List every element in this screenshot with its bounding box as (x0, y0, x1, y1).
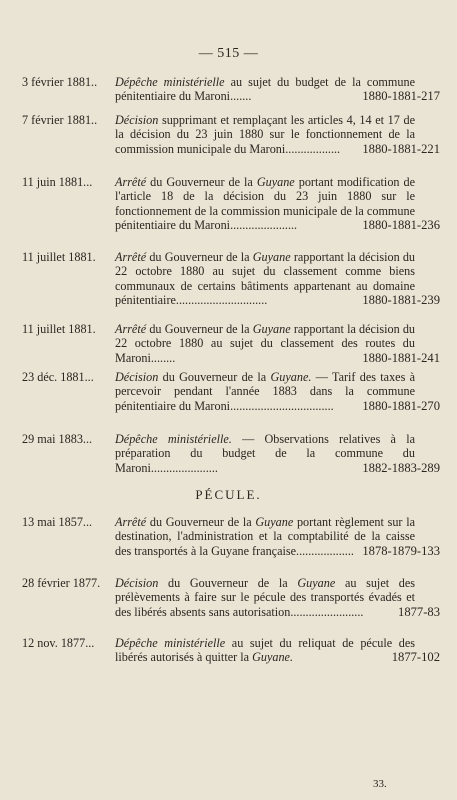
entry-description: supprimant et remplaçant les articles 4, 14 et 17 de la décision du 23 juin 1880 sur le fonctionnement de la commission municipale du Maroni.................. (115, 113, 416, 156)
list-item (22, 322, 440, 365)
entry-type: Décision (115, 370, 159, 384)
entry-reference: 1877-102 (391, 650, 440, 665)
entry-date: 11 juillet 1881. (22, 250, 96, 264)
entry-date: 13 mai 1857... (22, 515, 93, 529)
entry-date: 11 juillet 1881. (22, 322, 96, 336)
list-item (22, 636, 440, 665)
list-item (22, 432, 440, 475)
entry-type: Dépêche ministérielle (115, 75, 225, 89)
entry-description: au sujet du budget de la commune pénitentiaire du Maroni....... (115, 75, 415, 104)
entry-reference: 1880-1881-241 (362, 350, 440, 365)
entry-date: 11 juin 1881... (22, 175, 93, 189)
entry-date: 7 février 1881.. (22, 113, 98, 127)
entry-place: Guyane. (270, 370, 312, 384)
entry-description-post: rapportant la décision du 22 octobre 1880 au sujet du classement comme biens communaux de certains bâtiments appartenant au domaine pénitentiaire.............................. (115, 250, 416, 308)
entry-date: 23 déc. 1881... (22, 370, 94, 384)
entry-place: Guyane (297, 576, 336, 590)
entry-description-post: portant modification de l'article 18 de la décision du 23 juin 1880 sur le fonctionnement de la commission municipale de la commune pénitentiaire du Maroni...................... (115, 175, 416, 233)
entry-place: Guyane (256, 175, 295, 189)
entry-type: Décision (115, 576, 159, 590)
entry-description-post: — Tarif des taxes à percevoir pendant l'année 1883 dans la commune pénitentiaire du Maroni.................................. (115, 370, 416, 413)
list-item (22, 370, 440, 413)
section-title: PÉCULE. (195, 487, 262, 502)
entry-description-pre: du Gouverneur de la (162, 370, 267, 384)
entry-type: Dépêche ministérielle (115, 636, 226, 650)
entry-reference: 1880-1881-270 (362, 398, 440, 413)
entry-reference: 1880-1881-221 (362, 141, 440, 156)
entry-type: Décision (115, 113, 159, 127)
entry-place: Guyane (252, 250, 291, 264)
signature-mark: 33. (373, 778, 387, 790)
entry-description-pre: du Gouverneur de la (168, 576, 288, 590)
entry-description: — Observations relatives à la préparation du budget de la commune du Maroni...................... (115, 432, 415, 475)
entry-text (115, 576, 415, 619)
list-item (22, 113, 440, 156)
entry-type: Arrêté (115, 515, 147, 529)
entry-reference: 1882-1883-289 (362, 460, 440, 475)
entry-description-pre: du Gouverneur de la (149, 515, 252, 529)
entry-description-pre: du Gouverneur de la (149, 322, 250, 336)
entry-reference: 1878-1879-133 (362, 543, 440, 558)
entry-place: Guyane. (252, 650, 294, 665)
entry-reference: 1877-83 (398, 604, 440, 619)
list-item (22, 75, 440, 104)
entry-date: 3 février 1881.. (22, 75, 98, 89)
entry-date: 29 mai 1883... (22, 432, 93, 446)
entry-description-pre: au sujet du reliquat de pécule des libérés autorisés à quitter la (115, 636, 415, 665)
entry-reference: 1880-1881-239 (362, 293, 440, 308)
entry-description-pre: du Gouverneur de la (149, 250, 250, 264)
page-number: — 515 — (198, 46, 259, 61)
entry-type: Arrêté (115, 322, 147, 336)
entry-reference: 1880-1881-236 (362, 218, 440, 233)
list-item (22, 175, 440, 233)
entry-place: Guyane (255, 515, 294, 529)
list-item (22, 515, 440, 558)
entry-type: Arrêté (115, 250, 147, 264)
entry-type: Dépêche ministérielle. (115, 432, 232, 446)
entry-description-pre: du Gouverneur de la (150, 175, 253, 189)
entry-description-post: rapportant la décision du 22 octobre 1880 au sujet du classement des routes du Maroni........ (115, 322, 416, 365)
entry-description-post: portant règlement sur la destination, l'administration et la comptabilité de la caisse des transportés à la Guyane française................... (115, 515, 415, 558)
entry-date: 28 février 1877. (22, 576, 101, 590)
entry-reference: 1880-1881-217 (362, 89, 440, 104)
entry-type: Arrêté (115, 175, 147, 189)
entry-text (115, 636, 415, 665)
entry-description-post: au sujet des prélèvements à faire sur le pécule des transportés évadés et des libérés absents sans autorisation........................ (115, 576, 416, 619)
list-item (22, 250, 440, 308)
entry-date: 12 nov. 1877... (22, 636, 95, 650)
list-item (22, 576, 440, 619)
entry-place: Guyane (252, 322, 291, 336)
